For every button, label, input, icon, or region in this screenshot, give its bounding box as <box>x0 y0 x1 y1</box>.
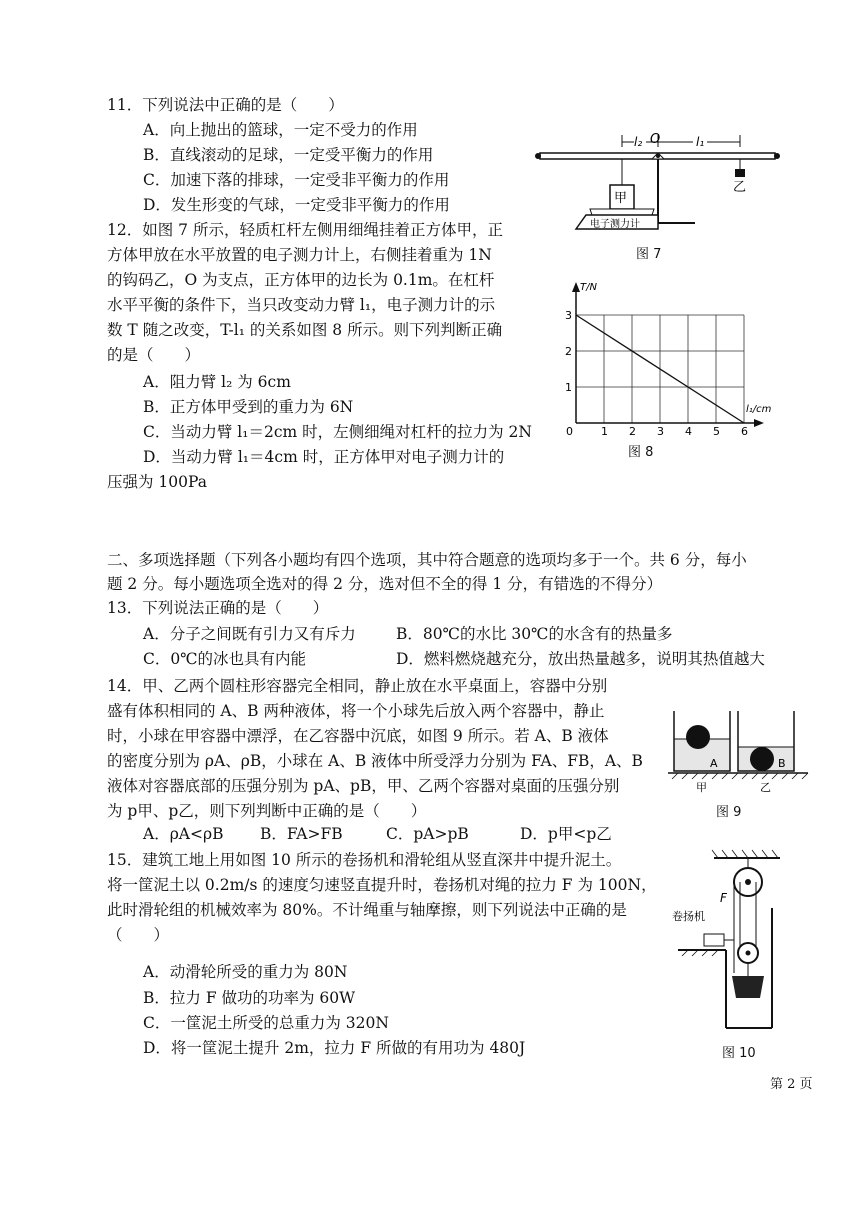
q12-line-2: 方体甲放在水平放置的电子测力计上，右侧挂着重为 1N <box>107 246 492 264</box>
x-tick-label: 6 <box>741 425 748 438</box>
q11-option-c: C．加速下落的排球，一定受非平衡力的作用 <box>143 171 450 189</box>
label-scale: 电子测力计 <box>590 219 640 230</box>
q12-option-d: D．当动力臂 l₁＝4cm 时，正方体甲对电子测力计的 <box>143 448 505 466</box>
label-jia: 甲 <box>614 191 628 206</box>
q12-line-1: 12．如图 7 所示，轻质杠杆左侧用细绳挂着正方体甲，正 <box>107 221 503 239</box>
y-tick-label: 3 <box>565 309 572 322</box>
label-l1: l₁ <box>696 135 705 149</box>
q15-line-4: （ ） <box>107 926 170 944</box>
x-tick-label: 4 <box>685 425 692 438</box>
figure-9-containers <box>668 705 828 795</box>
figure-10-pulley <box>668 848 798 1038</box>
label-a: A <box>710 757 718 770</box>
q14-line-6: 为 p甲、p乙，则下列判断中正确的是（ ） <box>107 802 427 820</box>
q15-line-1: 15．建筑工地上用如图 10 所示的卷扬机和滑轮组从竖直深井中提升泥土。 <box>107 851 622 869</box>
figure-7-lever <box>530 125 780 235</box>
y-tick-labels <box>565 309 572 394</box>
x-tick-label: 1 <box>601 425 608 438</box>
q12-option-c: C．当动力臂 l₁＝2cm 时，左侧细绳对杠杆的拉力为 2N <box>143 423 532 441</box>
q11-stem: 11．下列说法中正确的是（ ） <box>107 96 344 114</box>
q11-option-b: B．直线滚动的足球，一定受平衡力的作用 <box>143 146 434 164</box>
q15-option-a: A．动滑轮所受的重力为 80N <box>143 963 348 981</box>
q12-line-5: 数 T 随之改变，T-l₁ 的关系如图 8 所示。则下列判断正确 <box>107 321 503 339</box>
figure-8-chart <box>560 280 780 440</box>
q13-option-b: B．80℃的水比 30℃的水含有的热量多 <box>396 625 673 643</box>
label-winch: 卷扬机 <box>672 910 705 923</box>
q15-option-d: D．将一筐泥土提升 2m，拉力 F 所做的有用功为 480J <box>143 1039 526 1057</box>
origin-label: 0 <box>566 425 573 438</box>
q15-option-b: B．拉力 F 做功的功率为 60W <box>143 989 356 1007</box>
q14-line-5: 液体对容器底部的压强分别为 pA、pB，甲、乙两个容器对桌面的压强分别 <box>107 777 620 795</box>
page-number: 第 2 页 <box>770 1077 813 1092</box>
label-jia: 甲 <box>696 781 707 794</box>
x-tick-label: 2 <box>629 425 636 438</box>
q15-line-3: 此时滑轮组的机械效率为 80%。不计绳重与轴摩擦，则下列说法中正确的是 <box>107 901 627 919</box>
label-f: F <box>720 891 727 905</box>
label-yi: 乙 <box>733 180 747 195</box>
q12-line-4: 水平平衡的条件下，当只改变动力臂 l₁，电子测力计的示 <box>107 296 496 314</box>
q12-option-d-tail: 压强为 100Pa <box>107 473 207 491</box>
figure-7-caption: 图 7 <box>636 247 662 262</box>
x-tick-labels <box>601 425 748 438</box>
x-axis-label: l₁/cm <box>746 404 772 415</box>
q12-line-6: 的是（ ） <box>107 346 201 364</box>
x-tick-label: 5 <box>713 425 720 438</box>
q12-option-a: A．阻力臂 l₂ 为 6cm <box>143 373 291 391</box>
q11-option-a: A．向上抛出的篮球，一定不受力的作用 <box>143 121 418 139</box>
label-b: B <box>778 757 786 770</box>
q14-line-2: 盛有体积相同的 A、B 两种液体，将一个小球先后放入两个容器中，静止 <box>107 702 605 720</box>
q15-line-2: 将一筐泥土以 0.2m/s 的速度匀速竖直提升时，卷扬机对绳的拉力 F 为 100N， <box>107 876 657 894</box>
q14-line-3: 时，小球在甲容器中漂浮，在乙容器中沉底，如图 9 所示。若 A、B 液体 <box>107 727 609 745</box>
label-l2: l₂ <box>634 135 643 149</box>
section-2-title-line-2: 题 2 分。每小题选项全选对的得 2 分，选对但不全的得 1 分，有错选的不得分） <box>107 575 663 593</box>
y-tick-label: 1 <box>565 381 572 394</box>
q15-option-c: C．一筐泥土所受的总重力为 320N <box>143 1014 389 1032</box>
q14-line-1: 14．甲、乙两个圆柱形容器完全相同，静止放在水平桌面上，容器中分别 <box>107 677 608 695</box>
q13-option-c: C．0℃的冰也具有内能 <box>143 650 307 668</box>
y-tick-label: 2 <box>565 345 572 358</box>
x-tick-label: 3 <box>657 425 664 438</box>
figure-9-caption: 图 9 <box>716 805 742 820</box>
q14-option-d: D．p甲<p乙 <box>520 825 612 843</box>
q14-option-b: B．FA>FB <box>260 825 343 843</box>
q12-line-3: 的钩码乙，O 为支点，正方体甲的边长为 0.1m。在杠杆 <box>107 271 495 289</box>
q14-option-a: A．ρA<ρB <box>143 825 224 843</box>
y-axis-label: T/N <box>580 282 597 293</box>
q13-stem: 13．下列说法正确的是（ ） <box>107 599 329 617</box>
label-yi: 乙 <box>760 781 771 794</box>
q13-option-d: D．燃料燃烧越充分，放出热量越多，说明其热值越大 <box>396 650 765 668</box>
figure-10-caption: 图 10 <box>722 1046 756 1061</box>
q11-option-d: D．发生形变的气球，一定受非平衡力的作用 <box>143 196 450 214</box>
label-o: O <box>650 132 661 147</box>
section-2-title-line-1: 二、多项选择题（下列各小题均有四个选项，其中符合题意的选项均多于一个。共 6 分，每小 <box>107 551 747 569</box>
q12-option-b: B．正方体甲受到的重力为 6N <box>143 398 354 416</box>
figure-8-caption: 图 8 <box>628 445 654 460</box>
q13-option-a: A．分子之间既有引力又有斥力 <box>143 625 356 643</box>
q14-option-c: C．pA>pB <box>386 825 469 843</box>
q14-line-4: 的密度分别为 ρA、ρB，小球在 A、B 液体中所受浮力分别为 FA、FB，A、B <box>107 752 643 770</box>
